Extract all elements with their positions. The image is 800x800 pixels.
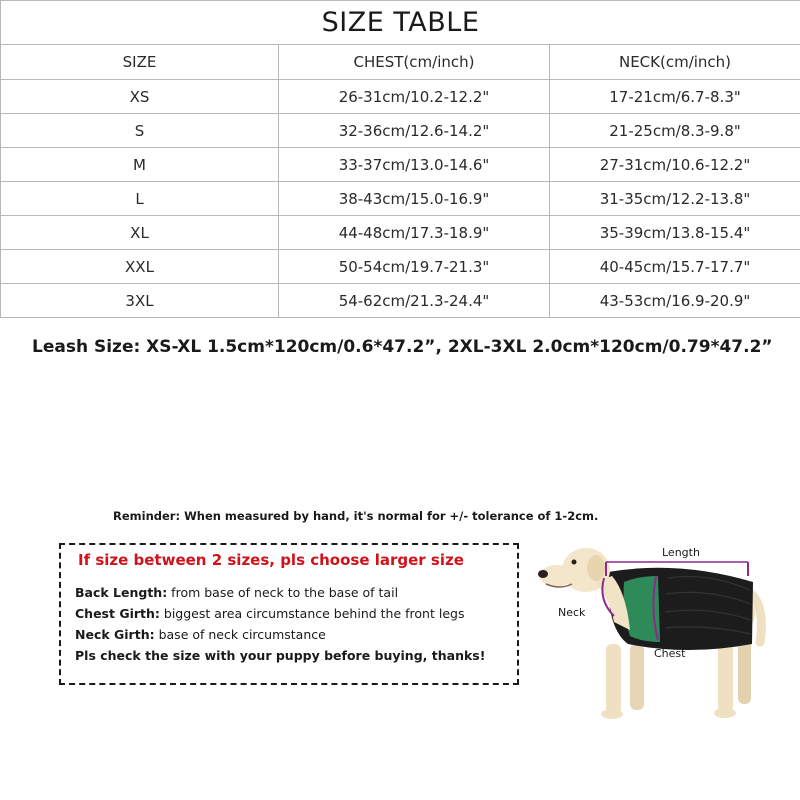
dog-illustration — [538, 532, 778, 722]
dog-measurement-diagram — [538, 532, 778, 722]
neck-girth-desc: base of neck circumstance — [154, 627, 326, 642]
neck-cell: 27-31cm/10.6-12.2" — [550, 148, 800, 182]
size-cell: 3XL — [1, 284, 279, 318]
table-row — [1, 250, 800, 284]
chest-girth-desc: biggest area circumstance behind the front legs — [159, 606, 465, 621]
header-size: SIZE — [1, 45, 279, 80]
table-title: SIZE TABLE — [1, 1, 800, 45]
chest-cell: 38-43cm/15.0-16.9" — [279, 182, 550, 216]
neck-cell: 40-45cm/15.7-17.7" — [550, 250, 800, 284]
size-cell: XXL — [1, 250, 279, 284]
neck-cell: 21-25cm/8.3-9.8" — [550, 114, 800, 148]
size-cell: M — [1, 148, 279, 182]
neck-girth-label: Neck Girth: — [75, 627, 155, 642]
size-cell: S — [1, 114, 279, 148]
chest-cell: 50-54cm/19.7-21.3" — [279, 250, 550, 284]
size-cell: XL — [1, 216, 279, 250]
chest-cell: 33-37cm/13.0-14.6" — [279, 148, 550, 182]
header-neck: NECK(cm/inch) — [550, 45, 800, 80]
neck-cell: 43-53cm/16.9-20.9" — [550, 284, 800, 318]
size-table — [0, 0, 800, 318]
chest-cell: 54-62cm/21.3-24.4" — [279, 284, 550, 318]
table-row — [1, 182, 800, 216]
chest-cell: 44-48cm/17.3-18.9" — [279, 216, 550, 250]
table-row — [1, 148, 800, 182]
table-row — [1, 216, 800, 250]
neck-cell: 35-39cm/13.8-15.4" — [550, 216, 800, 250]
chest-label: Chest — [654, 647, 686, 660]
table-row — [1, 80, 800, 114]
chest-cell: 26-31cm/10.2-12.2" — [279, 80, 550, 114]
neck-cell: 31-35cm/12.2-13.8" — [550, 182, 800, 216]
size-cell: L — [1, 182, 279, 216]
neck-cell: 17-21cm/6.7-8.3" — [550, 80, 800, 114]
table-row — [1, 284, 800, 318]
leash-size-text: Leash Size: XS-XL 1.5cm*120cm/0.6*47.2”, 2XL-3XL 2.0cm*120cm/0.79*47.2” — [32, 337, 773, 357]
reminder-text: Reminder: When measured by hand, it's normal for +/- tolerance of 1-2cm. — [113, 509, 599, 523]
length-label: Length — [662, 546, 700, 559]
check-size-note: Pls check the size with your puppy before buying, thanks! — [75, 648, 486, 663]
header-chest: CHEST(cm/inch) — [279, 45, 550, 80]
chest-girth-label: Chest Girth: — [75, 606, 160, 621]
size-cell: XS — [1, 80, 279, 114]
chest-girth-line — [75, 606, 464, 621]
back-length-desc: from base of neck to the base of tail — [167, 585, 399, 600]
neck-label: Neck — [558, 606, 586, 619]
size-tip-headline: If size between 2 sizes, pls choose larger size — [78, 551, 464, 569]
back-length-line — [75, 585, 398, 600]
table-header-row — [1, 45, 800, 80]
neck-girth-line — [75, 627, 326, 642]
size-tips-box — [59, 543, 519, 685]
chest-cell: 32-36cm/12.6-14.2" — [279, 114, 550, 148]
table-row — [1, 114, 800, 148]
back-length-label: Back Length: — [75, 585, 168, 600]
